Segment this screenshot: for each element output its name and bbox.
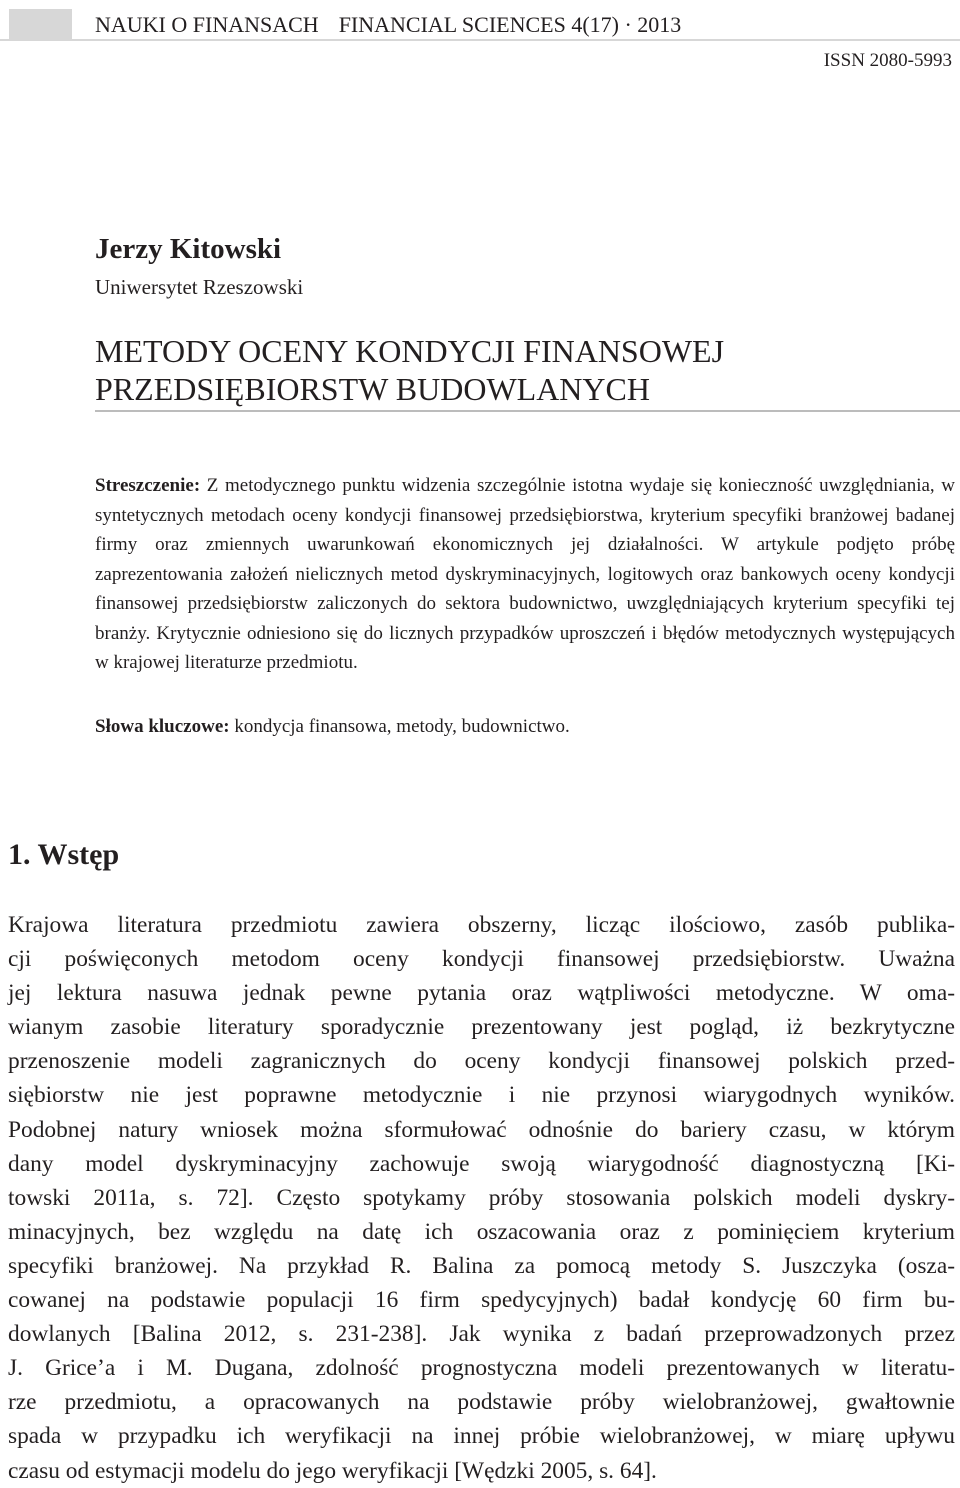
body-line: cji poświęconych metodom oceny kondycji finansowej przedsiębiorstw. Uważna [8,946,955,973]
author-name: Jerzy Kitowski [95,233,282,265]
abstract-label: Streszczenie: [95,475,201,496]
body-line: czasu od estymacji modelu do jego weryfikacji [Wędzki 2005, s. 64]. [8,1457,657,1484]
body-line: siębiorstw nie jest poprawne metodycznie i nie przynosi wiarygodnych wyników. [8,1082,955,1109]
body-line: specyfiki branżowej. Na przykład R. Balina za pomocą metody S. Juszczyka (osza- [8,1252,955,1279]
title-line-2: PRZEDSIĘBIORSTW BUDOWLANYCH [95,371,650,407]
body-line: wianym zasobie literatury sporadycznie prezentowany jest pogląd, iż bezkrytyczne [8,1014,955,1041]
title-line-1: METODY OCENY KONDYCJI FINANSOWEJ [95,333,725,369]
body-line: cowanej na podstawie populacji 16 firm spedycyjnych) badał kondycję 60 firm bu- [8,1287,955,1314]
body-line: Podobnej natury wniosek można sformułować odnośnie do bariery czasu, w którym [8,1116,955,1143]
author-affiliation: Uniwersytet Rzeszowski [95,275,304,299]
keywords-text: kondycja finansowa, metody, budownictwo. [234,716,570,737]
title-divider [95,410,960,412]
article-title [95,332,724,408]
issn-label: ISSN 2080-5993 [823,50,952,71]
body-line: rze przedmiotu, a opracowanych na podstawie próby wielobranżowej, gwałtownie [8,1389,955,1416]
body-line: dany model dyskryminacyjny zachowuje swoją wiarygodność diagnostyczną [Ki- [8,1150,955,1177]
running-header [0,9,960,39]
header-accent-box [9,9,72,39]
abstract-text: Z metodycznego punktu widzenia szczególnie istotna wydaje się konieczność uwzględniania, w syntetycznych metodach oceny kondycji finansowej przedsiębiorstwa, kryterium specyfiki branżowej badanej firmy oraz zmiennych uwarunkowań ekonomicznych jej działalności. W artykule podjęto próbę zaprezentowania założeń nielicznych metod dyskryminacyjnych, logitowych oraz bankowych oceny kondycji finansowej przedsiębiorstw zaliczonych do sektora budownictwo, uwzględniających kryterium specyfiki tej branży. Krytycznie odniesiono się do licznych przypadków uproszczeń i błędów metodycznych występujących w krajowej literaturze przedmiotu. [95,475,955,673]
body-line: spada w przypadku ich weryfikacji na innej próbie wielobranżowej, w miarę upływu [8,1423,955,1450]
body-line: J. Grice’a i M. Dugana, zdolność prognostyczna modeli prezentowanych w literatu- [8,1355,955,1382]
section-body [8,908,955,1488]
journal-name-pl: NAUKI O FINANSACH [95,12,319,37]
section-heading: 1. Wstęp [8,838,120,871]
body-line: jej lektura nasuwa jednak pewne pytania oraz wątpliwości metodyczne. W oma- [8,980,955,1007]
body-line: Krajowa literatura przedmiotu zawiera obszerny, licząc ilościowo, zasób publika- [8,912,955,938]
body-line: towski 2011a, s. 72]. Często spotykamy próby stosowania polskich modeli dyskry- [8,1184,955,1211]
body-line: przenoszenie modeli zagranicznych do oceny kondycji finansowej polskich przed- [8,1048,955,1075]
journal-name-en: FINANCIAL SCIENCES 4(17) · 2013 [338,12,682,37]
keywords-label: Słowa kluczowe: [95,716,230,737]
body-line: minacyjnych, bez względu na datę ich oszacowania oraz z pominięciem kryterium [8,1218,955,1245]
abstract [95,471,955,678]
header-divider [0,39,960,41]
body-line: dowlanych [Balina 2012, s. 231-238]. Jak wynika z badań przeprowadzonych przez [8,1321,955,1348]
journal-header [95,12,701,38]
keywords [95,716,955,738]
